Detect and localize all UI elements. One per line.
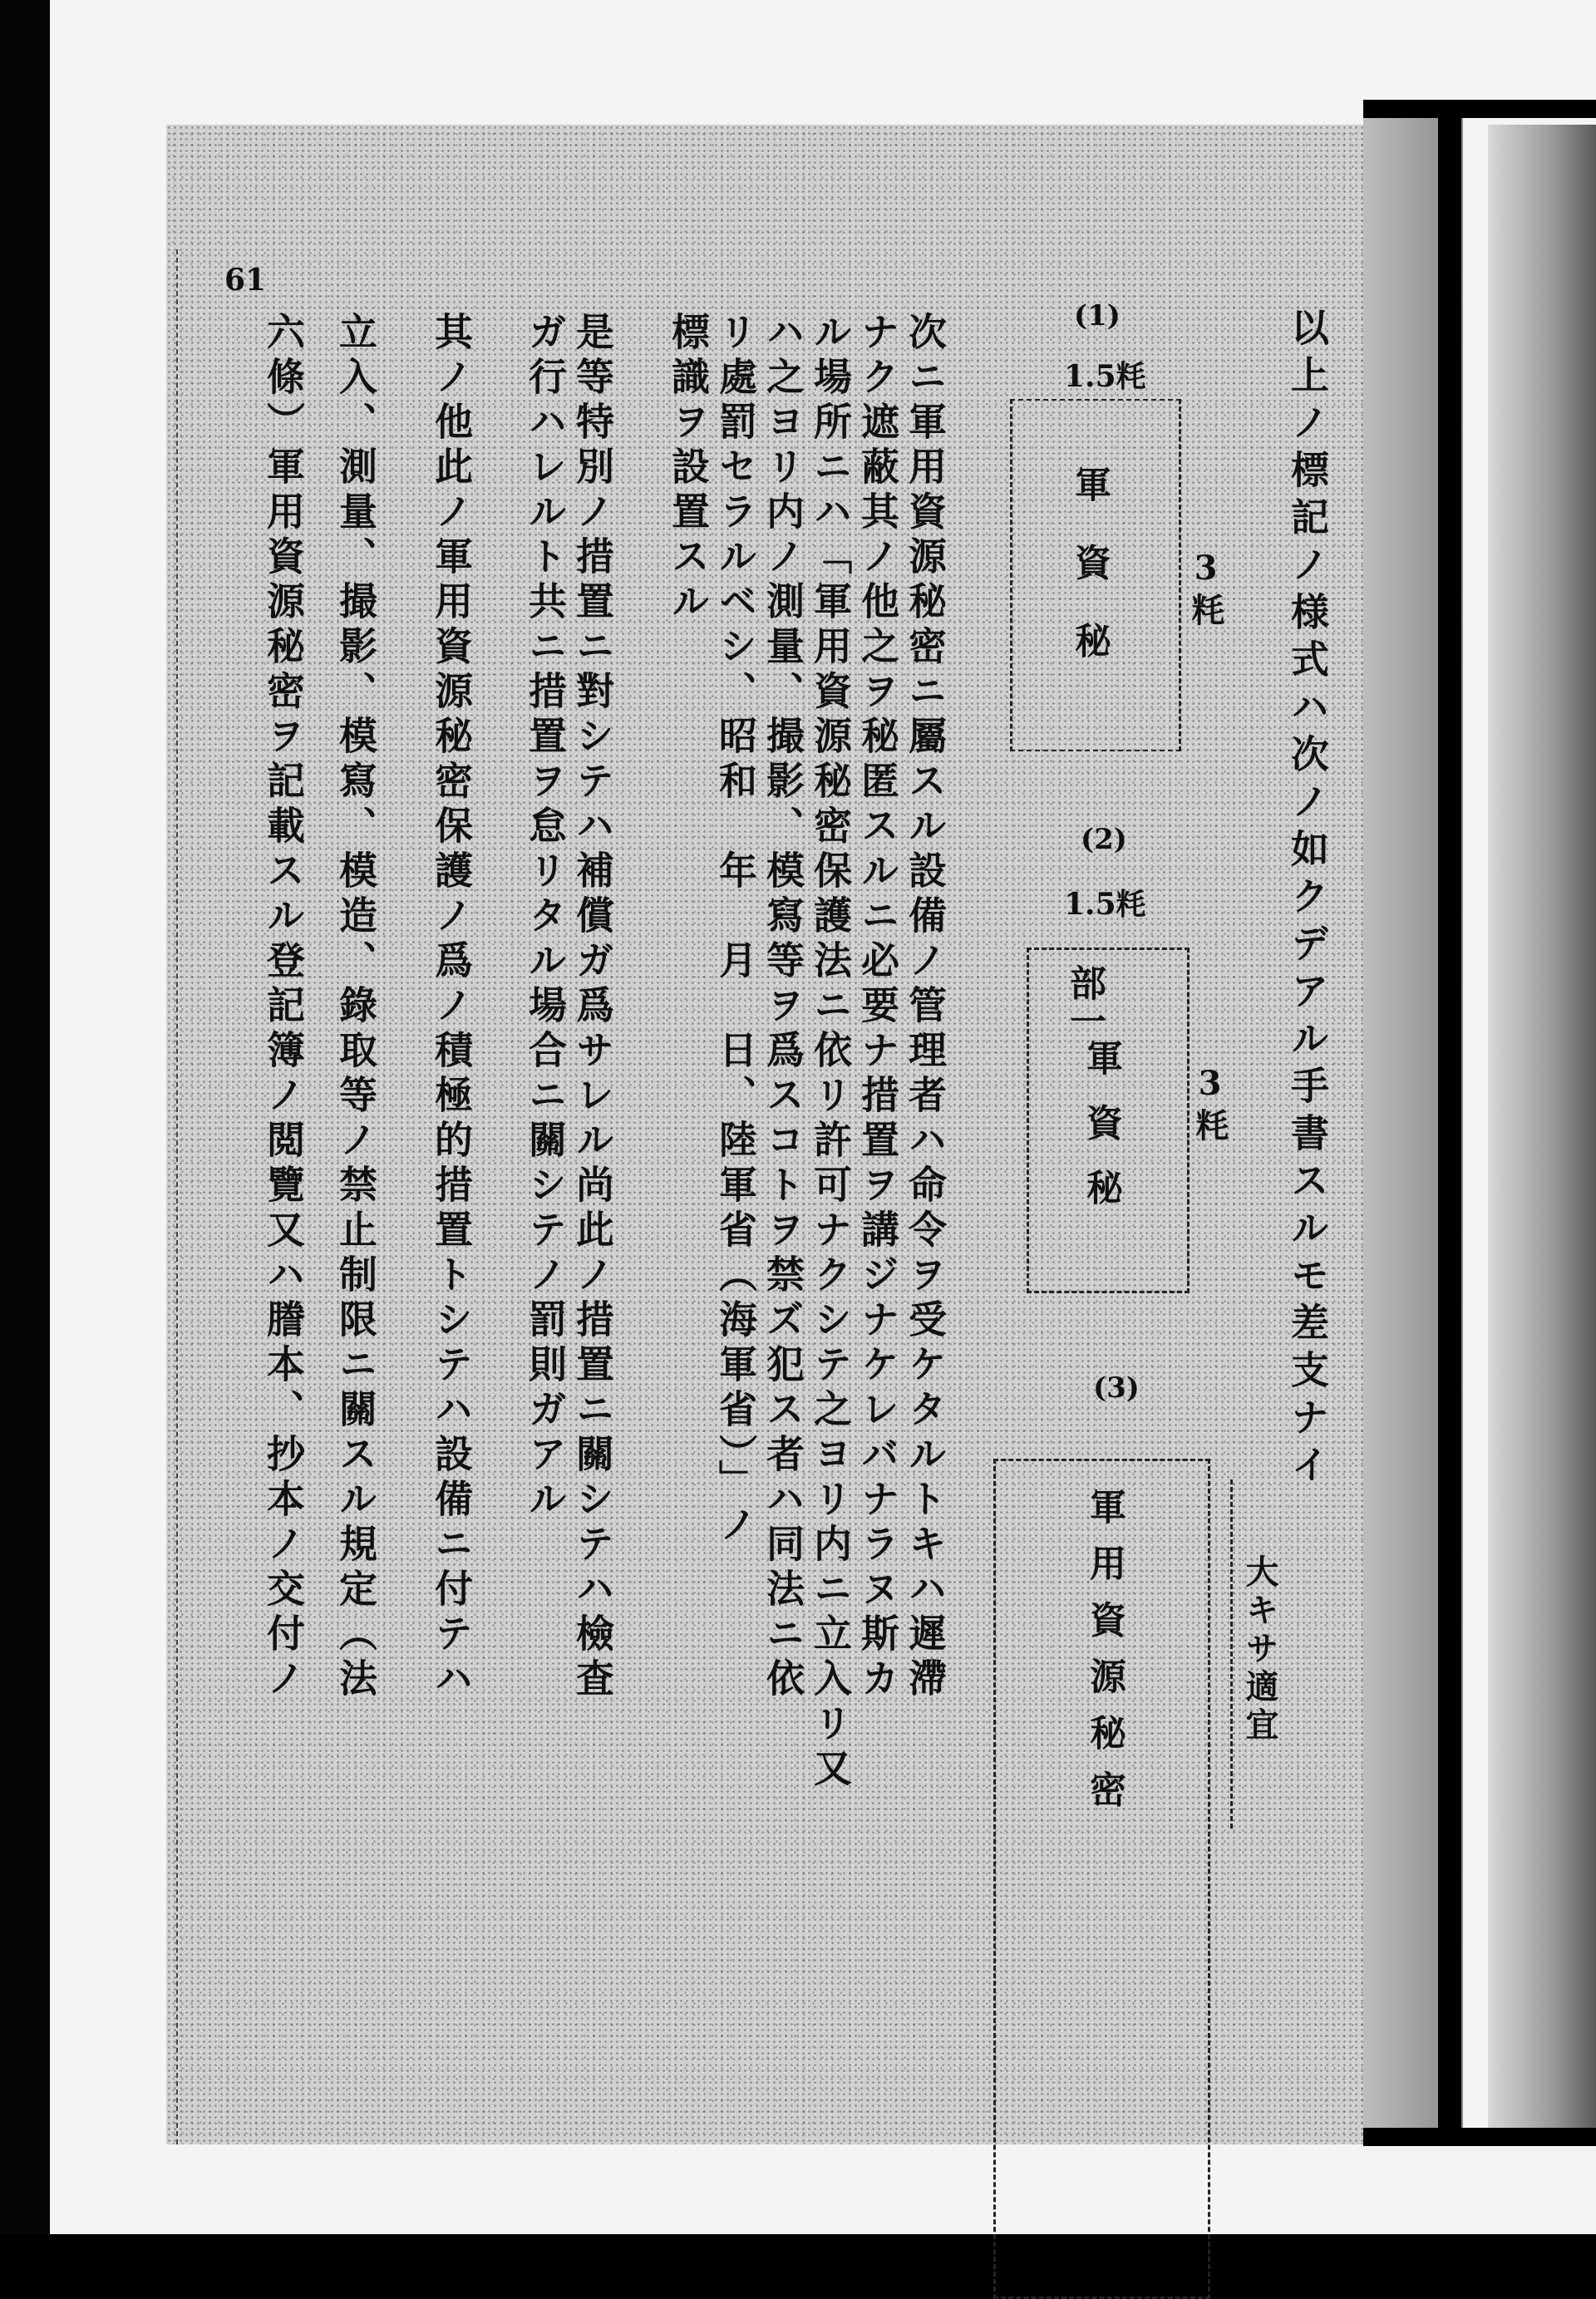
body-column-2: ナク遮蔽其ノ他之ヲ秘匿スルニ必要ナ措置ヲ講ジナケレバナラヌ斯カ [855,312,900,1703]
left-margin-rule [176,249,178,2144]
sample-1-text: 軍資秘 [1068,465,1111,700]
facing-page-edge [1488,125,1596,2136]
body-column-9: 其ノ他此ノ軍用資源秘密保護ノ爲ノ積極的措置トシテハ設備ニ付テハ [429,312,474,1703]
page-number: 61 [224,263,267,298]
body-column-8: ガ行ハレルト共ニ措置ヲ怠リタル場合ニ關シテノ罰則ガアル [523,312,568,1524]
binding-bar-bottom [1363,2128,1596,2146]
sample-2-number: (2) [1081,823,1127,856]
sample-3-text: 軍用資源秘密 [1083,1488,1126,1827]
sample-1-width: 1.5粍 [1064,359,1146,394]
body-column-7: 是等特別ノ措置ニ對シテハ補償ガ爲サレル尚此ノ措置ニ關シテハ檢査 [570,312,615,1703]
body-column-5: リ處罰セラルベシ、昭和 年 月 日、陸軍省（海軍省）」ノ [713,312,758,1549]
sample-1-border: 3粍 [1186,549,1225,631]
body-column-11: 六條）軍用資源秘密ヲ記載スル登記簿ノ閲覽又ハ謄本、抄本ノ交付ノ [261,312,306,1703]
body-column-3: ル場所ニハ「軍用資源秘密保護法ニ依リ許可ナクシテ之ヨリ内ニ立入リ又 [808,312,853,1793]
heading-line: 以上ノ標記ノ様式ハ次ノ如クデアル手書スルモ差支ナイ [1285,308,1330,1492]
body-column-4: ハ之ヨリ内ノ測量、撮影、模寫等ヲ爲スコトヲ禁ズ犯ス者ハ同法ニ依 [761,312,805,1703]
body-column-10: 立入、測量、撮影、模寫、模造、錄取等ノ禁止制限ニ關スル規定（法 [333,312,378,1703]
body-column-1: 次ニ軍用資源秘密ニ屬スル設備ノ管理者ハ命令ヲ受ケタルトキハ遲滯 [903,312,948,1703]
sample-3-number: (3) [1093,1371,1140,1405]
sample-2-border: 3粍 [1190,1064,1229,1146]
body-column-6: 標識ヲ設置スル [666,312,711,626]
sample-2-text: 軍資秘 [1080,1039,1122,1233]
binding-bar-vertical [1438,100,1461,2146]
sample-1-number: (1) [1074,299,1121,332]
sample-2-prefix: 部一 [1063,964,1106,1041]
size-note-divider [1230,1479,1233,1829]
size-note: 大キサ適宜 [1240,1554,1279,1745]
binding-bar-top [1363,100,1596,118]
sample-2-width: 1.5粍 [1064,887,1146,922]
